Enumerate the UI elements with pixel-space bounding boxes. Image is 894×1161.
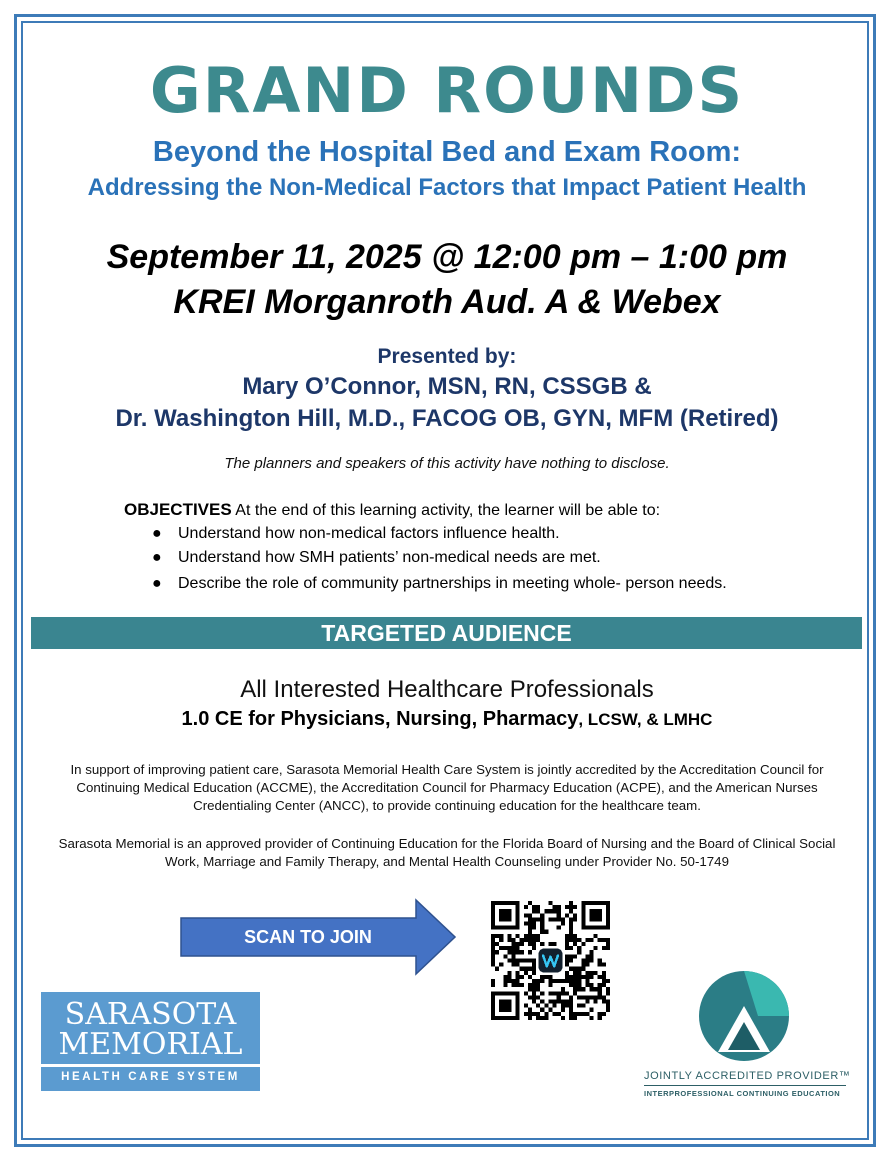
presenter-line-1: Mary O’Connor, MSN, RN, CSSGB &: [242, 373, 652, 400]
interprofessional-label: INTERPROFESSIONAL CONTINUING EDUCATION: [644, 1089, 841, 1098]
scan-to-join-label: SCAN TO JOIN: [244, 927, 372, 947]
logo-divider: [644, 1085, 846, 1086]
bullet-icon: ●: [152, 525, 162, 542]
sarasota-memorial-logo: [41, 992, 260, 1091]
qr-code[interactable]: [491, 901, 610, 1020]
list-item: [150, 574, 727, 598]
page-title: GRAND ROUNDS: [149, 54, 745, 127]
webex-icon: [539, 949, 563, 973]
disclosure-text: The planners and speakers of this activity have nothing to disclose.: [224, 455, 670, 472]
credit-line: [0, 708, 894, 731]
objective-text: Understand how SMH patients’ non-medical needs are met.: [178, 549, 601, 566]
bullet-icon: ●: [152, 575, 162, 592]
jointly-accredited-label: JOINTLY ACCREDITED PROVIDER™: [644, 1070, 851, 1082]
logo-line-1: SARASOTA: [64, 997, 237, 1032]
credit-small: , LCSW, & LMHC: [578, 710, 713, 729]
credit-main: 1.0 CE for Physicians, Nursing, Pharmacy: [181, 708, 579, 730]
bullet-icon: ●: [152, 549, 162, 566]
presenter-line-2: Dr. Washington Hill, M.D., FACOG OB, GYN, MFM (Retired): [115, 405, 779, 432]
objectives-heading: OBJECTIVES: [124, 500, 232, 519]
audience-text: All Interested Healthcare Professionals: [240, 676, 654, 703]
objective-text: Describe the role of community partnerships in meeting whole- person needs.: [178, 575, 727, 592]
jointly-accredited-logo-icon: [698, 970, 790, 1062]
event-location: KREI Morganroth Aud. A & Webex: [173, 283, 721, 321]
logo-line-3: HEALTH CARE SYSTEM: [61, 1071, 240, 1083]
accreditation-statement: In support of improving patient care, Sarasota Memorial Health Care System is jointly accredited by the Accreditation Council for Continuing Medical Education (ACCME), the Accreditation Council for Pharmacy Education (ACPE), and the American Nurses Credentialing Center (ANCC), to provide continuing education for the healthcare team.: [70, 762, 824, 813]
presented-by-label: Presented by:: [377, 345, 517, 368]
subtitle-line-2: Addressing the Non-Medical Factors that Impact Patient Health: [87, 174, 807, 201]
objective-text: Understand how non-medical factors influence health.: [178, 525, 560, 542]
list-item: [150, 548, 727, 572]
objectives-intro: [124, 500, 660, 520]
targeted-audience-band: TARGETED AUDIENCE: [31, 617, 862, 649]
objectives-list: [150, 524, 727, 598]
event-date-time: September 11, 2025 @ 12:00 pm – 1:00 pm: [106, 238, 788, 276]
objectives-intro-text: At the end of this learning activity, the learner will be able to:: [235, 502, 661, 519]
logo-line-2: MEMORIAL: [58, 1027, 243, 1062]
list-item: [150, 524, 727, 548]
subtitle-line-1: Beyond the Hospital Bed and Exam Room:: [152, 136, 742, 168]
provider-statement: Sarasota Memorial is an approved provider of Continuing Education for the Florida Board of Nursing and the Board of Clinical Social Work, Marriage and Family Therapy, and Mental Health Counseling under Provider No. 50-1749: [58, 836, 836, 869]
